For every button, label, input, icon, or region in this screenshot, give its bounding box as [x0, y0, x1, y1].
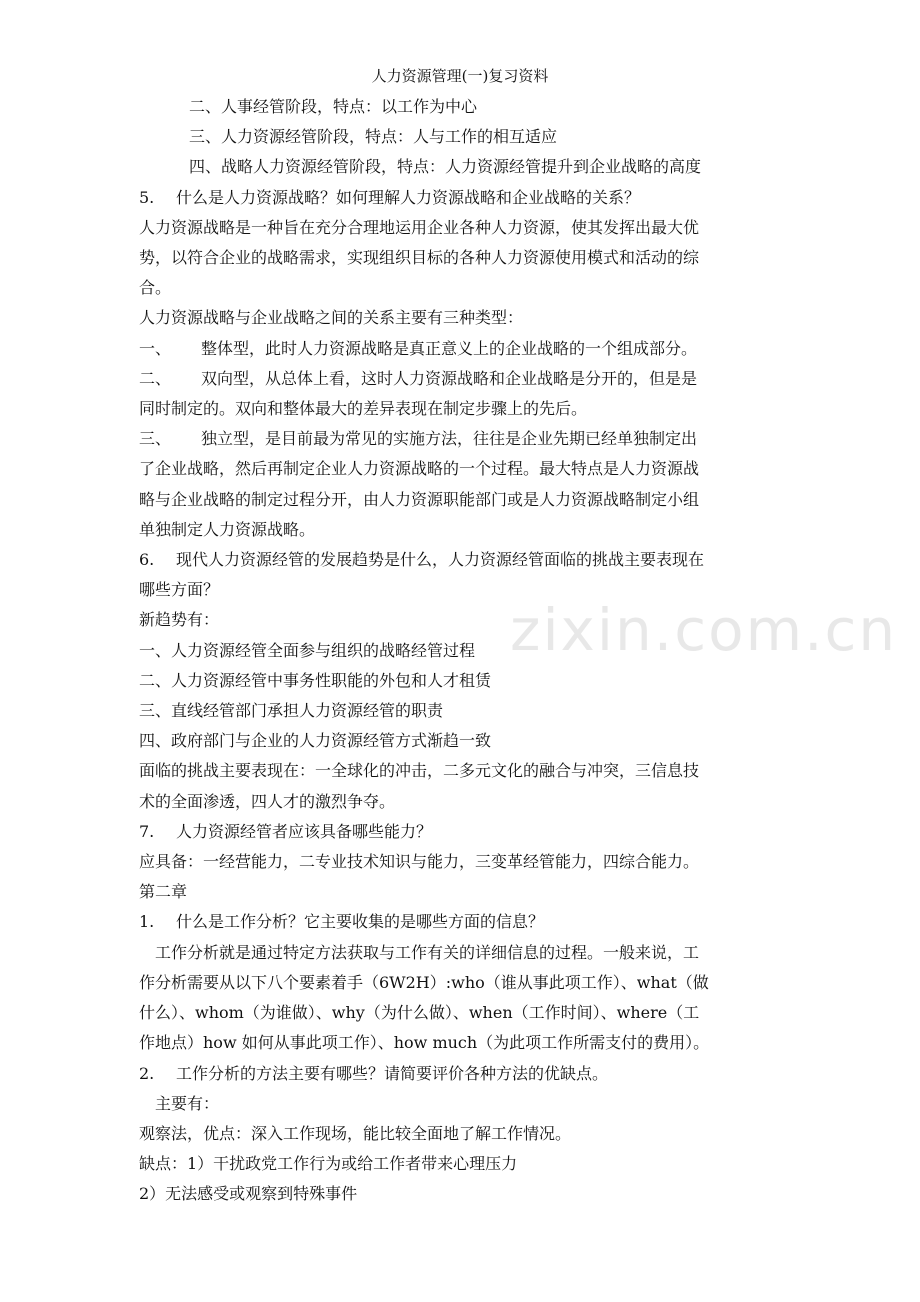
item-text: 整体型，此时人力资源战略是真正意义上的企业战略的一个组成部分。: [201, 338, 698, 358]
item-text: 独立型，是目前最为常见的实施方法，往往是企业先期已经单独制定出: [201, 429, 698, 449]
question-6: [139, 545, 784, 575]
question-5: [139, 183, 784, 213]
text-line: 什么）、whom（为谁做）、why（为什么做）、when（工作时间）、where（工: [139, 1003, 700, 1023]
question-7: [139, 817, 784, 847]
chapter2-question-2: [139, 1059, 784, 1089]
chapter2-question-1: [139, 907, 784, 937]
text-line: 一、人力资源经管全面参与组织的战略经管过程: [139, 640, 476, 660]
text-line: 略与企业战略的制定过程分开，由人力资源职能部门或是人力资源战略制定小组: [139, 489, 700, 509]
text-line: 术的全面渗透，四人才的激烈争夺。: [139, 791, 396, 811]
document-body: [139, 92, 784, 1210]
type-item-1: [139, 334, 784, 364]
chapter-heading: 第二章: [139, 882, 188, 902]
text-line: 四、政府部门与企业的人力资源经管方式渐趋一致: [139, 731, 492, 751]
text-line: 三、人力资源经管阶段，特点：人与工作的相互适应: [189, 127, 558, 147]
text-line: 工作分析就是通过特定方法获取与工作有关的详细信息的过程。一般来说，工: [155, 942, 700, 962]
question-text: 工作分析的方法主要有哪些？请简要评价各种方法的优缺点。: [176, 1063, 609, 1083]
document-header: 人力资源管理(一)复习资料: [371, 67, 549, 85]
question-text: 什么是人力资源战略？如何理解人力资源战略和企业战略的关系？: [176, 187, 641, 207]
text-line: 二、人力资源经管中事务性职能的外包和人才租赁: [139, 670, 492, 690]
question-number: 6.: [139, 550, 155, 570]
text-line: 作地点）how 如何从事此项工作）、how much（为此项工作所需支付的费用）。: [139, 1033, 710, 1053]
question-number: 1.: [139, 912, 155, 932]
text-line: 二、人事经管阶段，特点：以工作为中心: [189, 97, 478, 116]
text-line: 新趋势有：: [139, 610, 220, 630]
text-line: 面临的挑战主要表现在：一全球化的冲击，二多元文化的融合与冲突，三信息技: [139, 761, 700, 781]
text-line: 了企业战略，然后再制定企业人力资源战略的一个过程。最大特点是人力资源战: [139, 459, 700, 479]
text-line: 合。: [139, 278, 172, 298]
item-number: 一、: [139, 338, 172, 358]
text-line: 同时制定的。双向和整体最大的差异表现在制定步骤上的先后。: [139, 399, 588, 419]
text-line: 作分析需要从以下八个要素着手（6W2H）:who（谁从事此项工作）、what（做: [139, 972, 709, 992]
type-item-3: [139, 424, 784, 454]
item-number: 二、: [139, 368, 172, 388]
text-line: 四、战略人力资源经管阶段，特点：人力资源经管提升到企业战略的高度: [189, 157, 702, 177]
text-line: 主要有：: [155, 1093, 220, 1113]
type-item-2: [139, 364, 784, 394]
text-line: 应具备：一经营能力，二专业技术知识与能力，三变革经管能力，四综合能力。: [139, 852, 700, 872]
text-line: 单独制定人力资源战略。: [139, 519, 316, 539]
text-line: 人力资源战略与企业战略之间的关系主要有三种类型：: [139, 308, 524, 328]
text-line: 人力资源战略是一种旨在充分合理地运用企业各种人力资源，使其发挥出最大优: [139, 217, 700, 237]
text-line: 三、直线经管部门承担人力资源经管的职责: [139, 701, 444, 721]
question-text: 现代人力资源经管的发展趋势是什么，人力资源经管面临的挑战主要表现在: [176, 550, 705, 570]
text-line: 势，以符合企业的战略需求，实现组织目标的各种人力资源使用模式和活动的综: [139, 248, 700, 268]
item-text: 双向型，从总体上看，这时人力资源战略和企业战略是分开的，但是是: [201, 368, 698, 388]
item-number: 三、: [139, 429, 172, 449]
question-text: 什么是工作分析？它主要收集的是哪些方面的信息？: [176, 912, 545, 932]
question-number: 5.: [139, 187, 155, 207]
text-line: 哪些方面？: [139, 580, 220, 600]
question-number: 7.: [139, 821, 155, 841]
text-line: 2）无法感受或观察到特殊事件: [139, 1184, 358, 1204]
question-number: 2.: [139, 1063, 155, 1083]
text-line: 缺点：1）干扰政党工作行为或给工作者带来心理压力: [139, 1154, 518, 1174]
text-line: 观察法，优点：深入工作现场，能比较全面地了解工作情况。: [139, 1123, 572, 1143]
question-text: 人力资源经管者应该具备哪些能力？: [176, 821, 433, 841]
watermark-text: zixin.com.cn: [510, 596, 898, 664]
